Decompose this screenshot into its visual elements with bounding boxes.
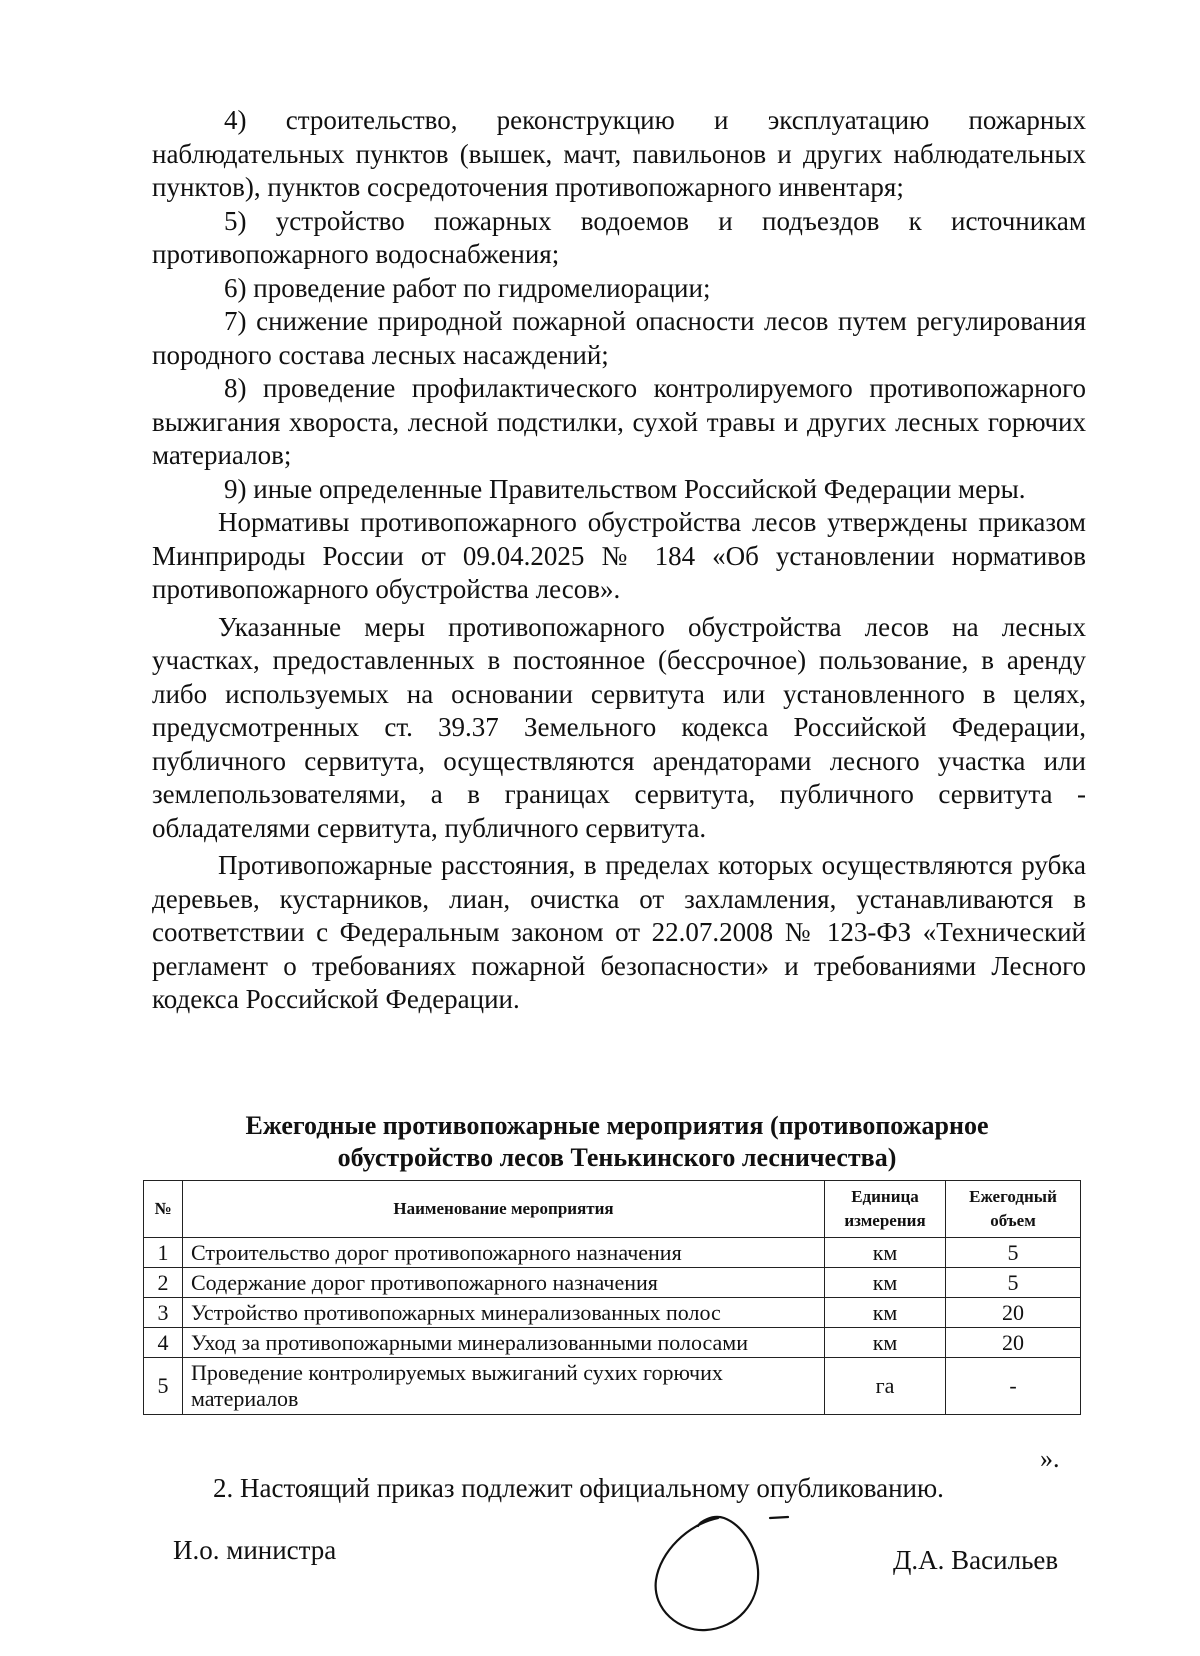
final-clause: 2. Настоящий приказ подлежит официальному опубликованию.: [213, 1473, 944, 1503]
cell-num: 3: [144, 1298, 183, 1328]
signature-dash: [770, 1517, 788, 1518]
cell-name: Уход за противопожарными минерализованными полосами: [183, 1328, 825, 1358]
cell-unit: га: [825, 1358, 946, 1415]
header-unit-line-1: Единица: [851, 1187, 919, 1206]
paragraph-item-7: 7) снижение природной пожарной опасности лесов путем регулирования породного состава лесных насаждений;: [152, 306, 1086, 370]
paragraph-norms: Нормативы противопожарного обустройства лесов утверждены приказом Минприроды России от 09.04.2025 № 184 «Об установлении нормативов противопожарного обустройства лесов».: [152, 507, 1086, 604]
table-row: [144, 1328, 1081, 1358]
cell-unit: км: [825, 1238, 946, 1268]
signatory-title: И.о. министра: [173, 1535, 337, 1565]
paragraph-item-8: 8) проведение профилактического контролируемого противопожарного выжигания хвороста, лесной подстилки, сухой травы и других лесных горючих материалов;: [152, 373, 1086, 470]
cell-unit: км: [825, 1298, 946, 1328]
cell-unit: км: [825, 1268, 946, 1298]
handwritten-signature: [640, 1500, 800, 1640]
table-row: [144, 1268, 1081, 1298]
signature-stroke: [656, 1517, 759, 1630]
paragraph-item-6: 6) проведение работ по гидромелиорации;: [224, 272, 711, 303]
cell-volume: 5: [946, 1238, 1081, 1268]
header-volume-line-1: Ежегодный: [969, 1187, 1057, 1206]
cell-name: Проведение контролируемых выжиганий сухих горючих материалов: [183, 1358, 825, 1415]
header-num: №: [144, 1181, 183, 1238]
table-row: [144, 1298, 1081, 1328]
cell-num: 2: [144, 1268, 183, 1298]
header-volume: [946, 1181, 1081, 1238]
table-header-row: [144, 1181, 1081, 1238]
header-volume-line-2: объем: [990, 1211, 1036, 1230]
closing-quote: ».: [1040, 1444, 1060, 1473]
cell-volume: 20: [946, 1298, 1081, 1328]
paragraph-distances: Противопожарные расстояния, в пределах которых осуществляются рубка деревьев, кустарников, лиан, очистка от захламления, устанавливаются в соответствии с Федеральным законом от 22.07.2008 № 123-ФЗ «Технический регламент о требованиях пожарной безопасности» и требованиями Лесного кодекса Российской Федерации.: [152, 850, 1086, 1014]
cell-num: 1: [144, 1238, 183, 1268]
table-row: [144, 1238, 1081, 1268]
cell-name: Содержание дорог противопожарного назначения: [183, 1268, 825, 1298]
paragraph-item-5: 5) устройство пожарных водоемов и подъездов к источникам противопожарного водоснабжения;: [152, 205, 1086, 269]
paragraph-item-4: 4) строительство, реконструкцию и эксплуатацию пожарных наблюдательных пунктов (вышек, мачт, павильонов и других наблюдательных пунктов), пунктов сосредоточения противопожарного инвентаря;: [152, 105, 1086, 202]
cell-num: 4: [144, 1328, 183, 1358]
cell-num: 5: [144, 1358, 183, 1415]
table-title: [150, 1110, 1084, 1174]
document-body: [152, 104, 1086, 1017]
cell-unit: км: [825, 1328, 946, 1358]
cell-volume: 5: [946, 1268, 1081, 1298]
header-unit-line-2: измерения: [844, 1211, 926, 1230]
cell-volume: 20: [946, 1328, 1081, 1358]
table-title-line-2: обустройство лесов Тенькинского лесничества): [337, 1143, 897, 1172]
table-title-line-1: Ежегодные противопожарные мероприятия (противопожарное: [245, 1111, 989, 1140]
header-unit: [825, 1181, 946, 1238]
measures-table: [143, 1180, 1081, 1415]
paragraph-measures: Указанные меры противопожарного обустройства лесов на лесных участках, предоставленных в постоянное (бессрочное) пользование, в аренду либо используемых на основании сервитута или установленного в целях, предусмотренных ст. 39.37 Земельного кодекса Российской Федерации, публичного сервитута, осуществляются арендаторами лесного участка или землепользователями, а в границах сервитута, публичного сервитута - обладателями сервитута, публичного сервитута.: [152, 611, 1086, 843]
cell-volume: -: [946, 1358, 1081, 1415]
header-name: Наименование мероприятия: [183, 1181, 825, 1238]
table-row: [144, 1358, 1081, 1415]
signatory-name: Д.А. Васильев: [893, 1545, 1059, 1575]
cell-name: Строительство дорог противопожарного назначения: [183, 1238, 825, 1268]
paragraph-item-9: 9) иные определенные Правительством Российской Федерации меры.: [224, 473, 1026, 504]
cell-name: Устройство противопожарных минерализованных полос: [183, 1298, 825, 1328]
